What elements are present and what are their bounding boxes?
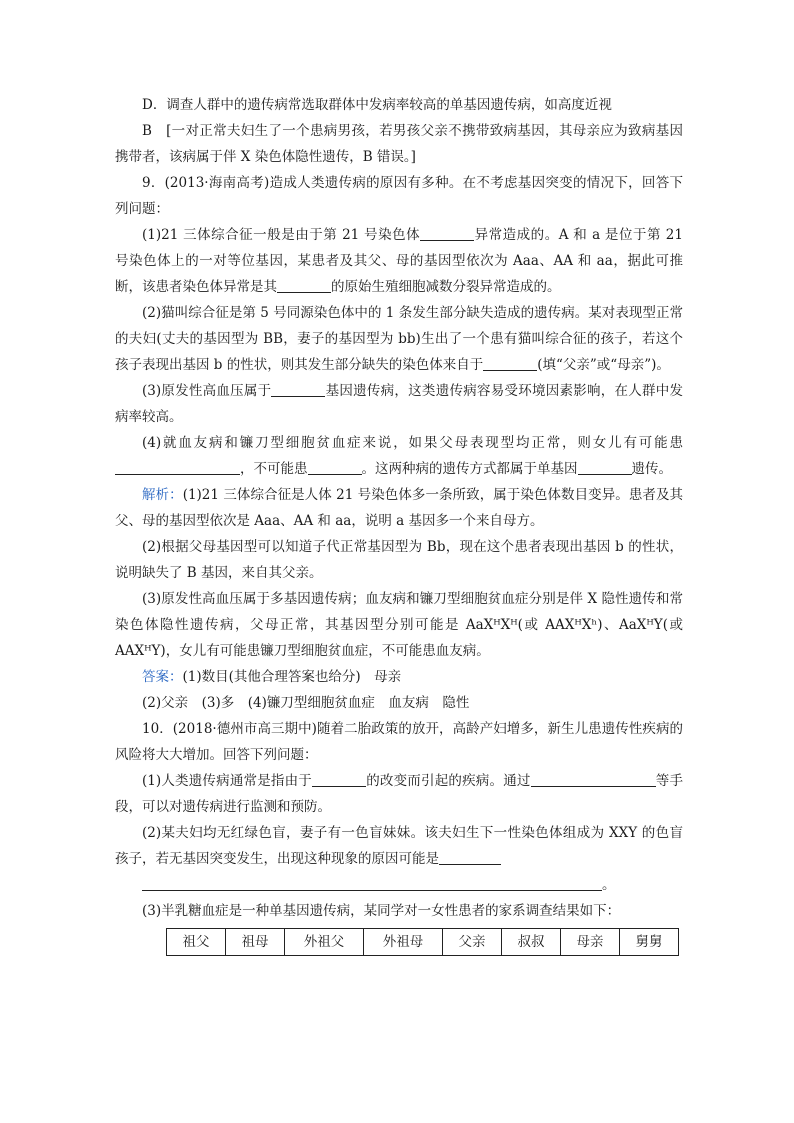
answer-8: B [一对正常夫妇生了一个患病男孩，若男孩父亲不携带致病基因，其母亲应为致病基因携带者，该病属于伴 X 染色体隐性遗传，B 错误。] [115, 123, 683, 165]
q9-3-text-b: 基因遗传病，这类遗传病容易受环境因素影响，在人群中发病率较高。 [115, 383, 683, 425]
blank [483, 356, 537, 371]
question-10-part-2 [115, 820, 683, 872]
document-page [115, 92, 683, 956]
question-9-part-2 [115, 300, 683, 378]
q9-2-text-b: (填“父亲”或“母亲”)。 [537, 357, 670, 373]
col-grandfather: 祖父 [167, 929, 226, 956]
q10-2-text-a: (2)某夫妇均无红绿色盲，妻子有一色盲妹妹。该夫妇生下一性染色体组成为 XXY 的色盲孩子，若无基因突变发生，出现这种现象的原因可能是 [115, 825, 683, 867]
table-header-row [167, 929, 679, 956]
q9-4-text-c: 。这两种病的遗传方式都属于单基因 [361, 461, 578, 477]
question-9-part-1 [115, 222, 683, 300]
q10-2-text-b: 。 [602, 877, 616, 893]
q9-1-text-b: 异常造成的。A 和 a 是位于第 21 号染色体上的一对等位基因，某患者及其父、母的基因型依次为 Aaa、AA 和 aa，据此可推断，该患者染色体异常是其 [115, 227, 683, 295]
col-uncle-maternal: 舅舅 [620, 929, 679, 956]
q9-4-text-d: 遗传。 [631, 461, 672, 477]
answer-9-1-text: (1)数目(其他合理答案也给分) 母亲 [182, 669, 402, 685]
question-10-stem: 10．(2018·德州市高三期中)随着二胎政策的放开，高龄产妇增多，新生儿患遗传性疾病的风险将大大增加。回答下列问题： [115, 721, 683, 763]
blank [271, 382, 325, 397]
col-grandmother: 祖母 [226, 929, 285, 956]
analysis-1-text: (1)21 三体综合征是人体 21 号染色体多一条所致，属于染色体数目变异。患者及其父、母的基因型依次是 Aaa、AA 和 aa，说明 a 基因多一个来自母方。 [115, 487, 684, 529]
analysis-1 [115, 482, 683, 534]
col-uncle-paternal: 叔叔 [502, 929, 561, 956]
q9-4-text-a: (4)就血友病和镰刀型细胞贫血症来说，如果父母表现型均正常，则女儿有可能患 [142, 435, 683, 451]
blank [142, 876, 602, 891]
analysis-label: 解析： [142, 487, 183, 503]
question-10-part-3: (3)半乳糖血症是一种单基因遗传病，某同学对一女性患者的家系调查结果如下： [142, 903, 621, 919]
col-father: 父亲 [443, 929, 502, 956]
option-d: D．调查人群中的遗传病常选取群体中发病率较高的单基因遗传病，如高度近视 [142, 97, 612, 113]
blank [531, 772, 656, 787]
blank [578, 460, 632, 475]
analysis-2: (2)根据父母基因型可以知道子代正常基因型为 Bb，现在这个患者表现出基因 b 的性状，说明缺失了 B 基因，来自其父亲。 [115, 539, 683, 581]
q9-4-text-b: ，不可能患 [240, 461, 308, 477]
question-9-stem: 9．(2013·海南高考)造成人类遗传病的原因有多种。在不考虑基因突变的情况下，回答下列问题： [115, 175, 683, 217]
question-10-part-1 [115, 768, 683, 820]
q9-3-text-a: (3)原发性高血压属于 [142, 383, 272, 399]
analysis-3: (3)原发性高血压属于多基因遗传病；血友病和镰刀型细胞贫血症分别是伴 X 隐性遗传和常染色体隐性遗传病，父母正常，其基因型分别可能是 AaXᴴXᴴ(或 AAXᴴXʰ)、AaXᴴY(或 AAXᴴY)，女儿有可能患镰刀型细胞贫血症，不可能患血友病。 [115, 591, 683, 659]
answer-9-2: (2)父亲 (3)多 (4)镰刀型细胞贫血症 血友病 隐性 [142, 695, 470, 711]
q9-1-text-a: (1)21 三体综合征一般是由于第 21 号染色体 [142, 227, 421, 243]
q10-1-text-c: 等手段，可以对遗传病进行监测和预防。 [115, 773, 684, 815]
question-9-part-3 [115, 378, 683, 430]
q10-1-text-b: 的改变而引起的疾病。通过 [366, 773, 531, 789]
question-10-part-2-line [115, 872, 683, 898]
col-maternal-grandmother: 外祖母 [364, 929, 443, 956]
q10-1-text-a: (1)人类遗传病通常是指由于 [142, 773, 313, 789]
family-survey-table [166, 928, 679, 956]
blank [439, 850, 501, 865]
col-maternal-grandfather: 外祖父 [285, 929, 364, 956]
col-mother: 母亲 [561, 929, 620, 956]
blank [420, 226, 474, 241]
blank [312, 772, 366, 787]
blank [308, 460, 362, 475]
question-9-part-4 [115, 430, 683, 482]
q9-1-text-c: 的原始生殖细胞减数分裂异常造成的。 [331, 279, 561, 295]
blank [115, 460, 240, 475]
q9-2-text-a: (2)猫叫综合征是第 5 号同源染色体中的 1 条发生部分缺失造成的遗传病。某对表现型正常的夫妇(丈夫的基因型为 BB，妻子的基因型为 bb)生出了一个患有猫叫综合征的孩子，若这个孩子表现出基因 b 的性状，则其发生部分缺失的染色体来自于 [115, 305, 683, 373]
answer-label: 答案： [142, 669, 183, 685]
answer-9-1 [115, 664, 683, 690]
blank [277, 278, 331, 293]
